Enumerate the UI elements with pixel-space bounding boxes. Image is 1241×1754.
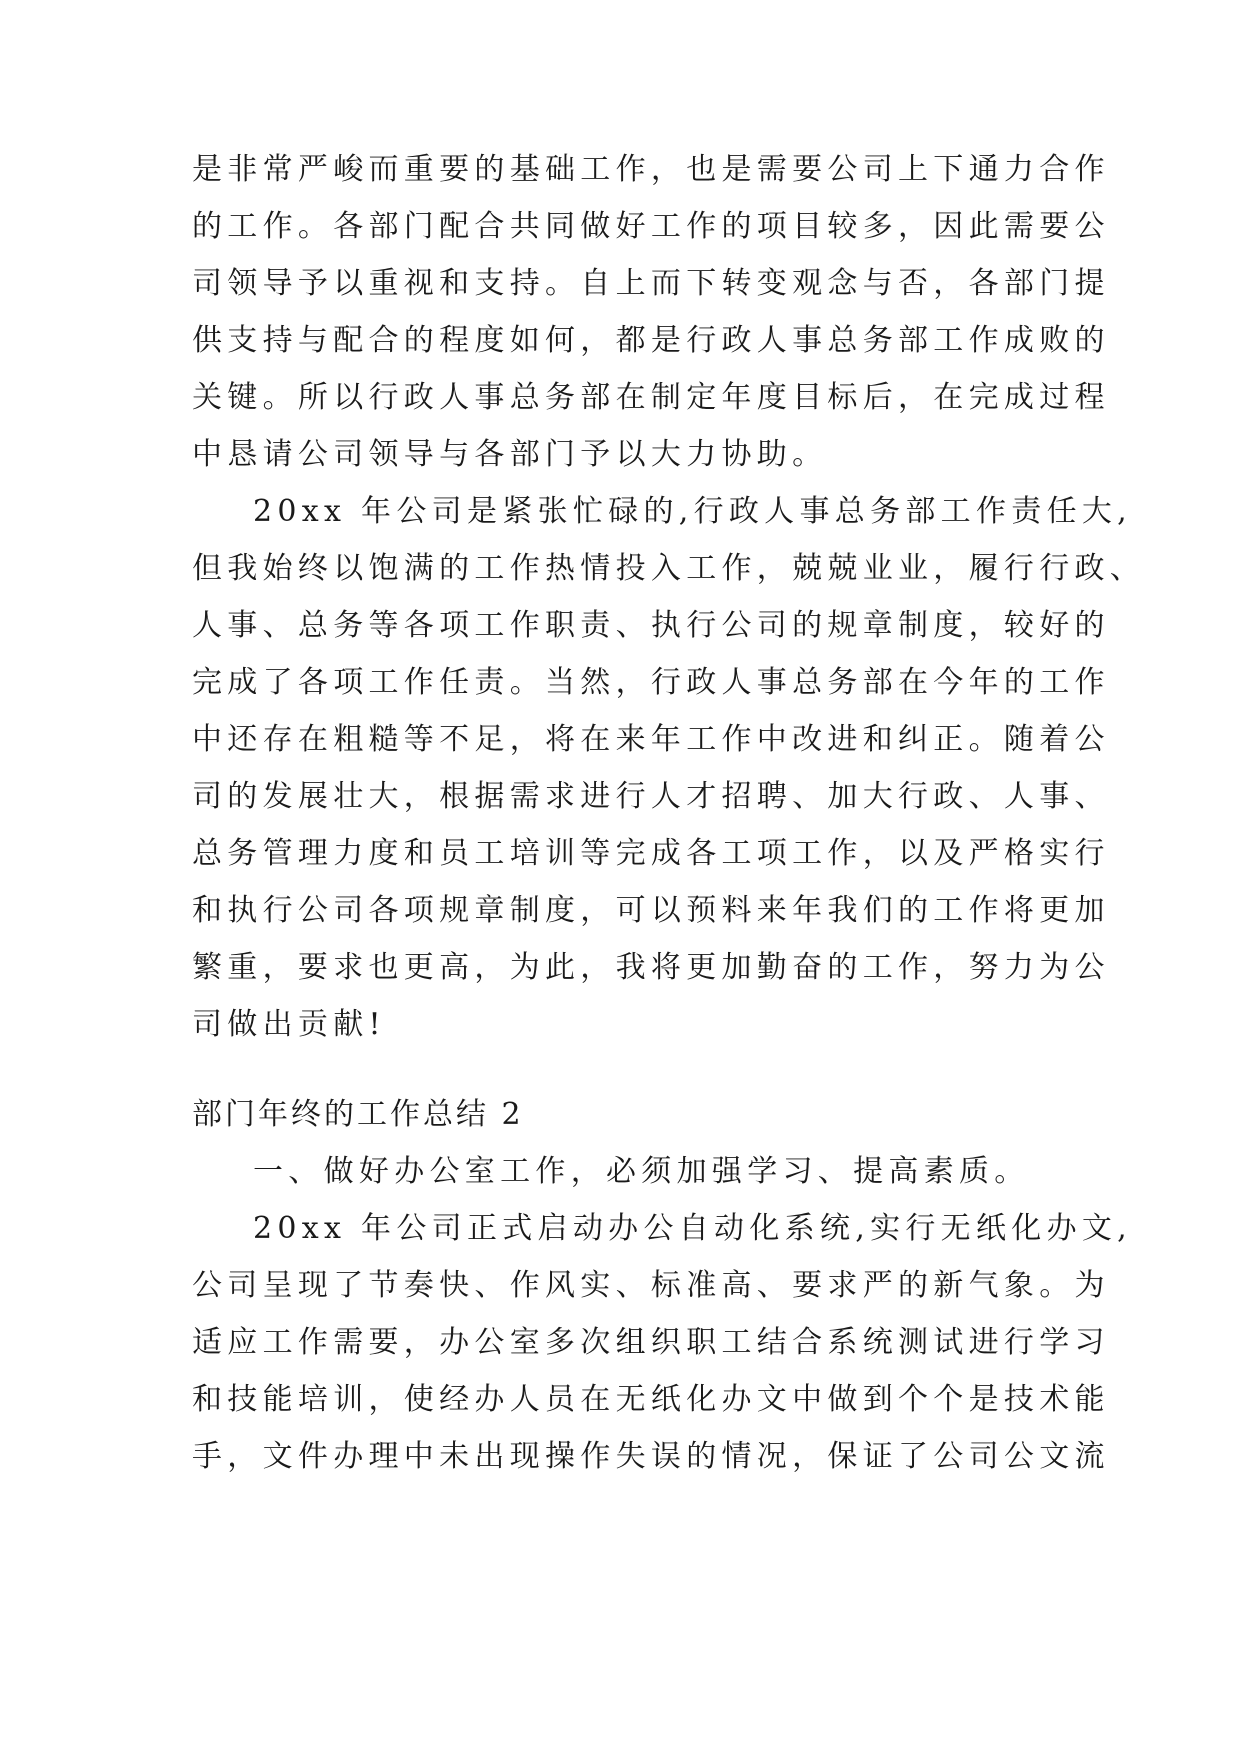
paragraph-line: 中还存在粗糙等不足，将在来年工作中改进和纠正。随着公 [192,722,1110,757]
paragraph-line: 公司呈现了节奏快、作风实、标准高、要求严的新气象。为 [192,1268,1110,1303]
paragraph-line: 中恳请公司领导与各部门予以大力协助。 [192,437,828,472]
paragraph-line: 司领导予以重视和支持。自上而下转变观念与否，各部门提 [192,266,1110,301]
paragraph-line: 总务管理力度和员工培训等完成各工项工作，以及严格实行 [192,836,1110,871]
paragraph-line: 手，文件办理中未出现操作失误的情况，保证了公司公文流 [192,1439,1110,1474]
paragraph-line: 但我始终以饱满的工作热情投入工作，兢兢业业，履行行政、 [192,551,1146,586]
paragraph-line: 繁重，要求也更高，为此，我将更加勤奋的工作，努力为公 [192,950,1110,985]
paragraph-line: 供支持与配合的程度如何，都是行政人事总务部工作成败的 [192,323,1110,358]
paragraph-line: 和执行公司各项规章制度，可以预料来年我们的工作将更加 [192,893,1110,928]
paragraph-line: 20xx 年公司正式启动办公自动化系统,实行无纸化办文, [253,1211,1133,1246]
paragraph-line: 司的发展壮大，根据需求进行人才招聘、加大行政、人事、 [192,779,1110,814]
paragraph-line: 人事、总务等各项工作职责、执行公司的规章制度，较好的 [192,608,1110,643]
paragraph-line: 是非常严峻而重要的基础工作，也是需要公司上下通力合作 [192,152,1110,187]
paragraph-line: 关键。所以行政人事总务部在制定年度目标后，在完成过程 [192,380,1110,415]
paragraph-line: 和技能培训，使经办人员在无纸化办文中做到个个是技术能 [192,1382,1110,1417]
subheading-line: 一、做好办公室工作，必须加强学习、提高素质。 [253,1154,1030,1189]
paragraph-line: 完成了各项工作任责。当然，行政人事总务部在今年的工作 [192,665,1110,700]
section-heading: 部门年终的工作总结 2 [192,1097,524,1132]
paragraph-line: 适应工作需要，办公室多次组织职工结合系统测试进行学习 [192,1325,1110,1360]
paragraph-line: 的工作。各部门配合共同做好工作的项目较多，因此需要公 [192,209,1110,244]
paragraph-line: 司做出贡献! [192,1007,386,1042]
paragraph-line: 20xx 年公司是紧张忙碌的,行政人事总务部工作责任大, [253,494,1133,529]
